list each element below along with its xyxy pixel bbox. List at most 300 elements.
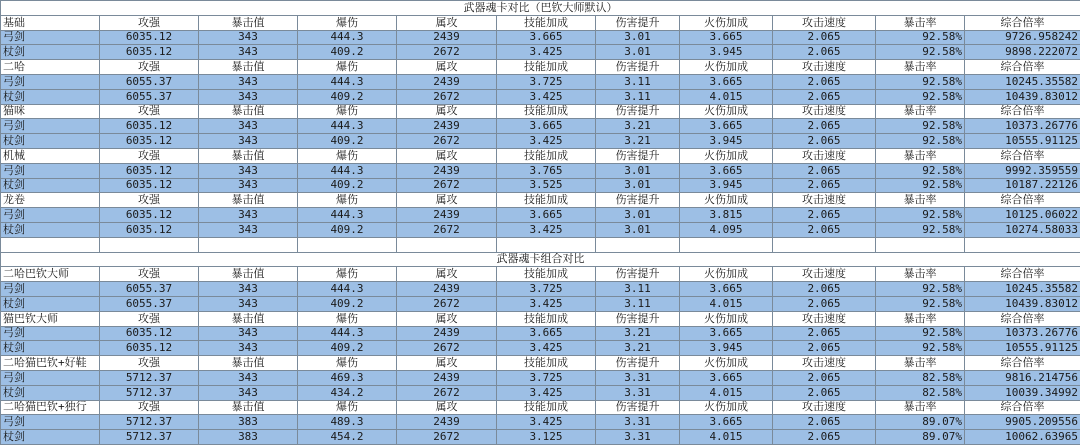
value-cell[interactable]: 92.58% — [876, 119, 965, 134]
value-cell[interactable]: 3.945 — [680, 178, 773, 193]
column-header[interactable]: 爆伤 — [298, 15, 397, 30]
column-header[interactable]: 暴击率 — [876, 356, 965, 371]
value-cell[interactable]: 444.3 — [298, 208, 397, 223]
value-cell[interactable]: 3.665 — [497, 119, 596, 134]
column-header[interactable]: 暴击值 — [199, 148, 298, 163]
value-cell[interactable]: 2672 — [397, 89, 497, 104]
column-header[interactable]: 技能加成 — [497, 60, 596, 75]
column-header[interactable]: 暴击率 — [876, 267, 965, 282]
value-cell[interactable]: 3.01 — [596, 163, 680, 178]
value-cell[interactable]: 10274.58033 — [965, 222, 1080, 237]
column-header[interactable]: 伤害提升 — [596, 104, 680, 119]
column-header[interactable]: 属攻 — [397, 356, 497, 371]
column-header[interactable]: 攻强 — [100, 400, 199, 415]
value-cell[interactable]: 9898.222072 — [965, 45, 1080, 60]
value-cell[interactable]: 2.065 — [773, 163, 876, 178]
value-cell[interactable]: 343 — [199, 326, 298, 341]
value-cell[interactable]: 3.525 — [497, 178, 596, 193]
value-cell[interactable]: 10125.06022 — [965, 208, 1080, 223]
column-header[interactable]: 火伤加成 — [680, 311, 773, 326]
value-cell[interactable]: 409.2 — [298, 222, 397, 237]
value-cell[interactable]: 343 — [199, 178, 298, 193]
column-header[interactable]: 攻击速度 — [773, 356, 876, 371]
column-header[interactable]: 攻强 — [100, 104, 199, 119]
value-cell[interactable]: 5712.37 — [100, 415, 199, 430]
column-header[interactable]: 火伤加成 — [680, 400, 773, 415]
column-header[interactable]: 爆伤 — [298, 193, 397, 208]
value-cell[interactable]: 2.065 — [773, 89, 876, 104]
weapon-name-cell[interactable]: 杖剑 — [1, 385, 100, 400]
weapon-name-cell[interactable]: 杖剑 — [1, 430, 100, 445]
value-cell[interactable]: 2439 — [397, 30, 497, 45]
value-cell[interactable]: 4.015 — [680, 296, 773, 311]
column-header[interactable]: 爆伤 — [298, 311, 397, 326]
value-cell[interactable]: 4.095 — [680, 222, 773, 237]
column-header[interactable]: 伤害提升 — [596, 400, 680, 415]
column-header[interactable]: 爆伤 — [298, 104, 397, 119]
column-header[interactable]: 攻强 — [100, 311, 199, 326]
value-cell[interactable]: 92.58% — [876, 163, 965, 178]
value-cell[interactable]: 2439 — [397, 208, 497, 223]
empty-cell[interactable] — [680, 237, 773, 252]
column-header[interactable]: 攻强 — [100, 60, 199, 75]
value-cell[interactable]: 6055.37 — [100, 74, 199, 89]
column-header[interactable]: 综合倍率 — [965, 311, 1080, 326]
column-header[interactable]: 暴击率 — [876, 311, 965, 326]
value-cell[interactable]: 343 — [199, 222, 298, 237]
value-cell[interactable]: 444.3 — [298, 30, 397, 45]
value-cell[interactable]: 3.665 — [680, 370, 773, 385]
value-cell[interactable]: 10373.26776 — [965, 119, 1080, 134]
value-cell[interactable]: 409.2 — [298, 45, 397, 60]
value-cell[interactable]: 10245.35582 — [965, 74, 1080, 89]
value-cell[interactable]: 92.58% — [876, 296, 965, 311]
value-cell[interactable]: 4.015 — [680, 89, 773, 104]
column-header[interactable]: 伤害提升 — [596, 311, 680, 326]
column-header[interactable]: 攻强 — [100, 15, 199, 30]
column-header[interactable]: 攻强 — [100, 148, 199, 163]
column-header[interactable]: 暴击值 — [199, 193, 298, 208]
value-cell[interactable]: 444.3 — [298, 282, 397, 297]
value-cell[interactable]: 9726.958242 — [965, 30, 1080, 45]
weapon-name-cell[interactable]: 弓剑 — [1, 370, 100, 385]
value-cell[interactable]: 6035.12 — [100, 119, 199, 134]
column-header[interactable]: 技能加成 — [497, 356, 596, 371]
value-cell[interactable]: 3.815 — [680, 208, 773, 223]
value-cell[interactable]: 3.21 — [596, 326, 680, 341]
group-name[interactable]: 二哈 — [1, 60, 100, 75]
column-header[interactable]: 综合倍率 — [965, 148, 1080, 163]
value-cell[interactable]: 2439 — [397, 370, 497, 385]
group-name[interactable]: 二哈猫巴钦+独行 — [1, 400, 100, 415]
column-header[interactable]: 属攻 — [397, 104, 497, 119]
value-cell[interactable]: 6035.12 — [100, 208, 199, 223]
column-header[interactable]: 暴击值 — [199, 356, 298, 371]
weapon-name-cell[interactable]: 杖剑 — [1, 45, 100, 60]
value-cell[interactable]: 3.425 — [497, 222, 596, 237]
group-name[interactable]: 龙卷 — [1, 193, 100, 208]
weapon-name-cell[interactable]: 弓剑 — [1, 282, 100, 297]
column-header[interactable]: 伤害提升 — [596, 148, 680, 163]
value-cell[interactable]: 3.11 — [596, 282, 680, 297]
value-cell[interactable]: 92.58% — [876, 45, 965, 60]
column-header[interactable]: 攻强 — [100, 193, 199, 208]
value-cell[interactable]: 6035.12 — [100, 178, 199, 193]
column-header[interactable]: 属攻 — [397, 400, 497, 415]
value-cell[interactable]: 409.2 — [298, 89, 397, 104]
group-name[interactable]: 基础 — [1, 15, 100, 30]
value-cell[interactable]: 343 — [199, 45, 298, 60]
weapon-name-cell[interactable]: 弓剑 — [1, 326, 100, 341]
column-header[interactable]: 属攻 — [397, 60, 497, 75]
value-cell[interactable]: 3.425 — [497, 341, 596, 356]
column-header[interactable]: 火伤加成 — [680, 148, 773, 163]
column-header[interactable]: 技能加成 — [497, 148, 596, 163]
value-cell[interactable]: 409.2 — [298, 341, 397, 356]
column-header[interactable]: 暴击率 — [876, 60, 965, 75]
value-cell[interactable]: 4.015 — [680, 430, 773, 445]
table-title[interactable]: 武器魂卡对比（巴钦大师默认） — [1, 1, 1080, 16]
empty-cell[interactable] — [965, 237, 1080, 252]
column-header[interactable]: 暴击值 — [199, 104, 298, 119]
weapon-name-cell[interactable]: 杖剑 — [1, 341, 100, 356]
value-cell[interactable]: 2672 — [397, 134, 497, 149]
value-cell[interactable]: 92.58% — [876, 326, 965, 341]
column-header[interactable]: 爆伤 — [298, 267, 397, 282]
column-header[interactable]: 综合倍率 — [965, 400, 1080, 415]
group-name[interactable]: 猫咪 — [1, 104, 100, 119]
value-cell[interactable]: 10062.63965 — [965, 430, 1080, 445]
column-header[interactable]: 攻击速度 — [773, 267, 876, 282]
weapon-name-cell[interactable]: 弓剑 — [1, 163, 100, 178]
value-cell[interactable]: 3.665 — [680, 163, 773, 178]
value-cell[interactable]: 5712.37 — [100, 430, 199, 445]
group-name[interactable]: 二哈巴钦大师 — [1, 267, 100, 282]
value-cell[interactable]: 3.425 — [497, 89, 596, 104]
value-cell[interactable]: 2.065 — [773, 282, 876, 297]
value-cell[interactable]: 343 — [199, 134, 298, 149]
empty-cell[interactable] — [876, 237, 965, 252]
value-cell[interactable]: 3.01 — [596, 45, 680, 60]
column-header[interactable]: 攻击速度 — [773, 60, 876, 75]
column-header[interactable]: 暴击值 — [199, 400, 298, 415]
value-cell[interactable]: 343 — [199, 74, 298, 89]
column-header[interactable]: 暴击率 — [876, 193, 965, 208]
value-cell[interactable]: 92.58% — [876, 208, 965, 223]
value-cell[interactable]: 10245.35582 — [965, 282, 1080, 297]
column-header[interactable]: 属攻 — [397, 311, 497, 326]
value-cell[interactable]: 3.21 — [596, 341, 680, 356]
value-cell[interactable]: 6035.12 — [100, 326, 199, 341]
empty-cell[interactable] — [497, 237, 596, 252]
value-cell[interactable]: 489.3 — [298, 415, 397, 430]
column-header[interactable]: 技能加成 — [497, 311, 596, 326]
column-header[interactable]: 技能加成 — [497, 15, 596, 30]
column-header[interactable]: 攻强 — [100, 267, 199, 282]
column-header[interactable]: 技能加成 — [497, 400, 596, 415]
empty-cell[interactable] — [100, 237, 199, 252]
value-cell[interactable]: 3.725 — [497, 282, 596, 297]
value-cell[interactable]: 2672 — [397, 430, 497, 445]
value-cell[interactable]: 3.01 — [596, 208, 680, 223]
value-cell[interactable]: 3.11 — [596, 296, 680, 311]
column-header[interactable]: 伤害提升 — [596, 356, 680, 371]
value-cell[interactable]: 3.945 — [680, 134, 773, 149]
column-header[interactable]: 攻强 — [100, 356, 199, 371]
column-header[interactable]: 综合倍率 — [965, 267, 1080, 282]
column-header[interactable]: 攻击速度 — [773, 193, 876, 208]
column-header[interactable]: 攻击速度 — [773, 15, 876, 30]
value-cell[interactable]: 2.065 — [773, 341, 876, 356]
value-cell[interactable]: 343 — [199, 163, 298, 178]
column-header[interactable]: 综合倍率 — [965, 60, 1080, 75]
value-cell[interactable]: 6035.12 — [100, 341, 199, 356]
weapon-name-cell[interactable]: 杖剑 — [1, 89, 100, 104]
column-header[interactable]: 技能加成 — [497, 193, 596, 208]
value-cell[interactable]: 5712.37 — [100, 385, 199, 400]
column-header[interactable]: 暴击率 — [876, 104, 965, 119]
weapon-name-cell[interactable]: 弓剑 — [1, 208, 100, 223]
value-cell[interactable]: 10187.22126 — [965, 178, 1080, 193]
value-cell[interactable]: 409.2 — [298, 296, 397, 311]
value-cell[interactable]: 444.3 — [298, 74, 397, 89]
column-header[interactable]: 火伤加成 — [680, 193, 773, 208]
column-header[interactable]: 火伤加成 — [680, 104, 773, 119]
table-title[interactable]: 武器魂卡组合对比 — [1, 252, 1080, 267]
value-cell[interactable]: 383 — [199, 430, 298, 445]
column-header[interactable]: 暴击值 — [199, 60, 298, 75]
value-cell[interactable]: 89.07% — [876, 430, 965, 445]
value-cell[interactable]: 2439 — [397, 326, 497, 341]
value-cell[interactable]: 2.065 — [773, 385, 876, 400]
empty-cell[interactable] — [596, 237, 680, 252]
value-cell[interactable]: 6035.12 — [100, 163, 199, 178]
value-cell[interactable]: 343 — [199, 282, 298, 297]
column-header[interactable]: 伤害提升 — [596, 15, 680, 30]
empty-cell[interactable] — [773, 237, 876, 252]
value-cell[interactable]: 2672 — [397, 178, 497, 193]
value-cell[interactable]: 3.425 — [497, 45, 596, 60]
value-cell[interactable]: 3.665 — [680, 326, 773, 341]
value-cell[interactable]: 409.2 — [298, 178, 397, 193]
value-cell[interactable]: 3.725 — [497, 370, 596, 385]
value-cell[interactable]: 3.665 — [680, 282, 773, 297]
value-cell[interactable]: 3.31 — [596, 415, 680, 430]
group-name[interactable]: 机械 — [1, 148, 100, 163]
value-cell[interactable]: 454.2 — [298, 430, 397, 445]
value-cell[interactable]: 3.01 — [596, 178, 680, 193]
value-cell[interactable]: 10555.91125 — [965, 134, 1080, 149]
value-cell[interactable]: 409.2 — [298, 134, 397, 149]
column-header[interactable]: 暴击率 — [876, 15, 965, 30]
value-cell[interactable]: 10439.83012 — [965, 296, 1080, 311]
value-cell[interactable]: 2.065 — [773, 415, 876, 430]
column-header[interactable]: 综合倍率 — [965, 15, 1080, 30]
column-header[interactable]: 综合倍率 — [965, 193, 1080, 208]
value-cell[interactable]: 3.425 — [497, 296, 596, 311]
column-header[interactable]: 火伤加成 — [680, 15, 773, 30]
weapon-name-cell[interactable]: 弓剑 — [1, 415, 100, 430]
value-cell[interactable]: 2439 — [397, 74, 497, 89]
value-cell[interactable]: 3.765 — [497, 163, 596, 178]
value-cell[interactable]: 2.065 — [773, 119, 876, 134]
empty-cell[interactable] — [199, 237, 298, 252]
column-header[interactable]: 暴击率 — [876, 148, 965, 163]
value-cell[interactable]: 444.3 — [298, 326, 397, 341]
value-cell[interactable]: 2.065 — [773, 370, 876, 385]
value-cell[interactable]: 3.21 — [596, 119, 680, 134]
column-header[interactable]: 火伤加成 — [680, 267, 773, 282]
value-cell[interactable]: 82.58% — [876, 385, 965, 400]
value-cell[interactable]: 3.665 — [680, 415, 773, 430]
value-cell[interactable]: 2672 — [397, 296, 497, 311]
value-cell[interactable]: 6035.12 — [100, 30, 199, 45]
group-name[interactable]: 二哈猫巴钦+好鞋 — [1, 356, 100, 371]
column-header[interactable]: 攻击速度 — [773, 148, 876, 163]
value-cell[interactable]: 6035.12 — [100, 45, 199, 60]
value-cell[interactable]: 3.01 — [596, 30, 680, 45]
value-cell[interactable]: 3.425 — [497, 415, 596, 430]
value-cell[interactable]: 5712.37 — [100, 370, 199, 385]
value-cell[interactable]: 10039.34992 — [965, 385, 1080, 400]
value-cell[interactable]: 3.945 — [680, 45, 773, 60]
value-cell[interactable]: 383 — [199, 415, 298, 430]
value-cell[interactable]: 3.725 — [497, 74, 596, 89]
value-cell[interactable]: 2439 — [397, 282, 497, 297]
value-cell[interactable]: 92.58% — [876, 89, 965, 104]
value-cell[interactable]: 3.31 — [596, 430, 680, 445]
value-cell[interactable]: 2.065 — [773, 178, 876, 193]
value-cell[interactable]: 2.065 — [773, 222, 876, 237]
value-cell[interactable]: 3.11 — [596, 89, 680, 104]
value-cell[interactable]: 3.665 — [680, 74, 773, 89]
column-header[interactable]: 伤害提升 — [596, 267, 680, 282]
column-header[interactable]: 伤害提升 — [596, 60, 680, 75]
value-cell[interactable]: 3.665 — [680, 30, 773, 45]
value-cell[interactable]: 3.11 — [596, 74, 680, 89]
weapon-name-cell[interactable]: 弓剑 — [1, 74, 100, 89]
value-cell[interactable]: 2672 — [397, 45, 497, 60]
value-cell[interactable]: 3.945 — [680, 341, 773, 356]
value-cell[interactable]: 3.425 — [497, 134, 596, 149]
column-header[interactable]: 爆伤 — [298, 400, 397, 415]
column-header[interactable]: 火伤加成 — [680, 60, 773, 75]
value-cell[interactable]: 89.07% — [876, 415, 965, 430]
value-cell[interactable]: 2672 — [397, 341, 497, 356]
value-cell[interactable]: 3.665 — [497, 326, 596, 341]
value-cell[interactable]: 2439 — [397, 163, 497, 178]
weapon-name-cell[interactable]: 杖剑 — [1, 134, 100, 149]
value-cell[interactable]: 9992.359559 — [965, 163, 1080, 178]
value-cell[interactable]: 6035.12 — [100, 222, 199, 237]
value-cell[interactable]: 3.665 — [497, 30, 596, 45]
column-header[interactable]: 攻击速度 — [773, 311, 876, 326]
column-header[interactable]: 技能加成 — [497, 104, 596, 119]
value-cell[interactable]: 4.015 — [680, 385, 773, 400]
value-cell[interactable]: 3.31 — [596, 370, 680, 385]
value-cell[interactable]: 92.58% — [876, 178, 965, 193]
column-header[interactable]: 伤害提升 — [596, 193, 680, 208]
value-cell[interactable]: 10373.26776 — [965, 326, 1080, 341]
value-cell[interactable]: 3.01 — [596, 222, 680, 237]
column-header[interactable]: 属攻 — [397, 15, 497, 30]
column-header[interactable]: 爆伤 — [298, 356, 397, 371]
column-header[interactable]: 攻击速度 — [773, 400, 876, 415]
value-cell[interactable]: 343 — [199, 385, 298, 400]
weapon-name-cell[interactable]: 杖剑 — [1, 178, 100, 193]
value-cell[interactable]: 92.58% — [876, 74, 965, 89]
column-header[interactable]: 暴击值 — [199, 311, 298, 326]
value-cell[interactable]: 2.065 — [773, 134, 876, 149]
value-cell[interactable]: 2.065 — [773, 296, 876, 311]
group-name[interactable]: 猫巴钦大师 — [1, 311, 100, 326]
column-header[interactable]: 火伤加成 — [680, 356, 773, 371]
column-header[interactable]: 综合倍率 — [965, 356, 1080, 371]
value-cell[interactable]: 92.58% — [876, 134, 965, 149]
value-cell[interactable]: 3.125 — [497, 430, 596, 445]
column-header[interactable]: 属攻 — [397, 267, 497, 282]
column-header[interactable]: 属攻 — [397, 193, 497, 208]
column-header[interactable]: 属攻 — [397, 148, 497, 163]
value-cell[interactable]: 2672 — [397, 385, 497, 400]
value-cell[interactable]: 2.065 — [773, 326, 876, 341]
value-cell[interactable]: 2.065 — [773, 30, 876, 45]
value-cell[interactable]: 2.065 — [773, 45, 876, 60]
value-cell[interactable]: 92.58% — [876, 30, 965, 45]
column-header[interactable]: 暴击值 — [199, 15, 298, 30]
value-cell[interactable]: 6055.37 — [100, 282, 199, 297]
weapon-name-cell[interactable]: 杖剑 — [1, 222, 100, 237]
weapon-name-cell[interactable]: 弓剑 — [1, 30, 100, 45]
value-cell[interactable]: 343 — [199, 208, 298, 223]
value-cell[interactable]: 343 — [199, 370, 298, 385]
value-cell[interactable]: 3.31 — [596, 385, 680, 400]
value-cell[interactable]: 469.3 — [298, 370, 397, 385]
value-cell[interactable]: 2.065 — [773, 430, 876, 445]
empty-cell[interactable] — [298, 237, 397, 252]
weapon-name-cell[interactable]: 弓剑 — [1, 119, 100, 134]
value-cell[interactable]: 10555.91125 — [965, 341, 1080, 356]
value-cell[interactable]: 3.665 — [497, 208, 596, 223]
value-cell[interactable]: 82.58% — [876, 370, 965, 385]
value-cell[interactable]: 343 — [199, 30, 298, 45]
value-cell[interactable]: 343 — [199, 296, 298, 311]
empty-cell[interactable] — [397, 237, 497, 252]
column-header[interactable]: 爆伤 — [298, 148, 397, 163]
column-header[interactable]: 爆伤 — [298, 60, 397, 75]
value-cell[interactable]: 6035.12 — [100, 134, 199, 149]
value-cell[interactable]: 2439 — [397, 119, 497, 134]
value-cell[interactable]: 3.425 — [497, 385, 596, 400]
value-cell[interactable]: 92.58% — [876, 222, 965, 237]
value-cell[interactable]: 343 — [199, 341, 298, 356]
weapon-name-cell[interactable]: 杖剑 — [1, 296, 100, 311]
value-cell[interactable]: 2439 — [397, 415, 497, 430]
column-header[interactable]: 攻击速度 — [773, 104, 876, 119]
value-cell[interactable]: 6055.37 — [100, 89, 199, 104]
value-cell[interactable]: 343 — [199, 89, 298, 104]
value-cell[interactable]: 3.665 — [680, 119, 773, 134]
value-cell[interactable]: 2.065 — [773, 74, 876, 89]
value-cell[interactable]: 343 — [199, 119, 298, 134]
value-cell[interactable]: 2672 — [397, 222, 497, 237]
column-header[interactable]: 暴击值 — [199, 267, 298, 282]
value-cell[interactable]: 444.3 — [298, 119, 397, 134]
value-cell[interactable]: 9816.214756 — [965, 370, 1080, 385]
column-header[interactable]: 综合倍率 — [965, 104, 1080, 119]
value-cell[interactable]: 444.3 — [298, 163, 397, 178]
value-cell[interactable]: 92.58% — [876, 341, 965, 356]
